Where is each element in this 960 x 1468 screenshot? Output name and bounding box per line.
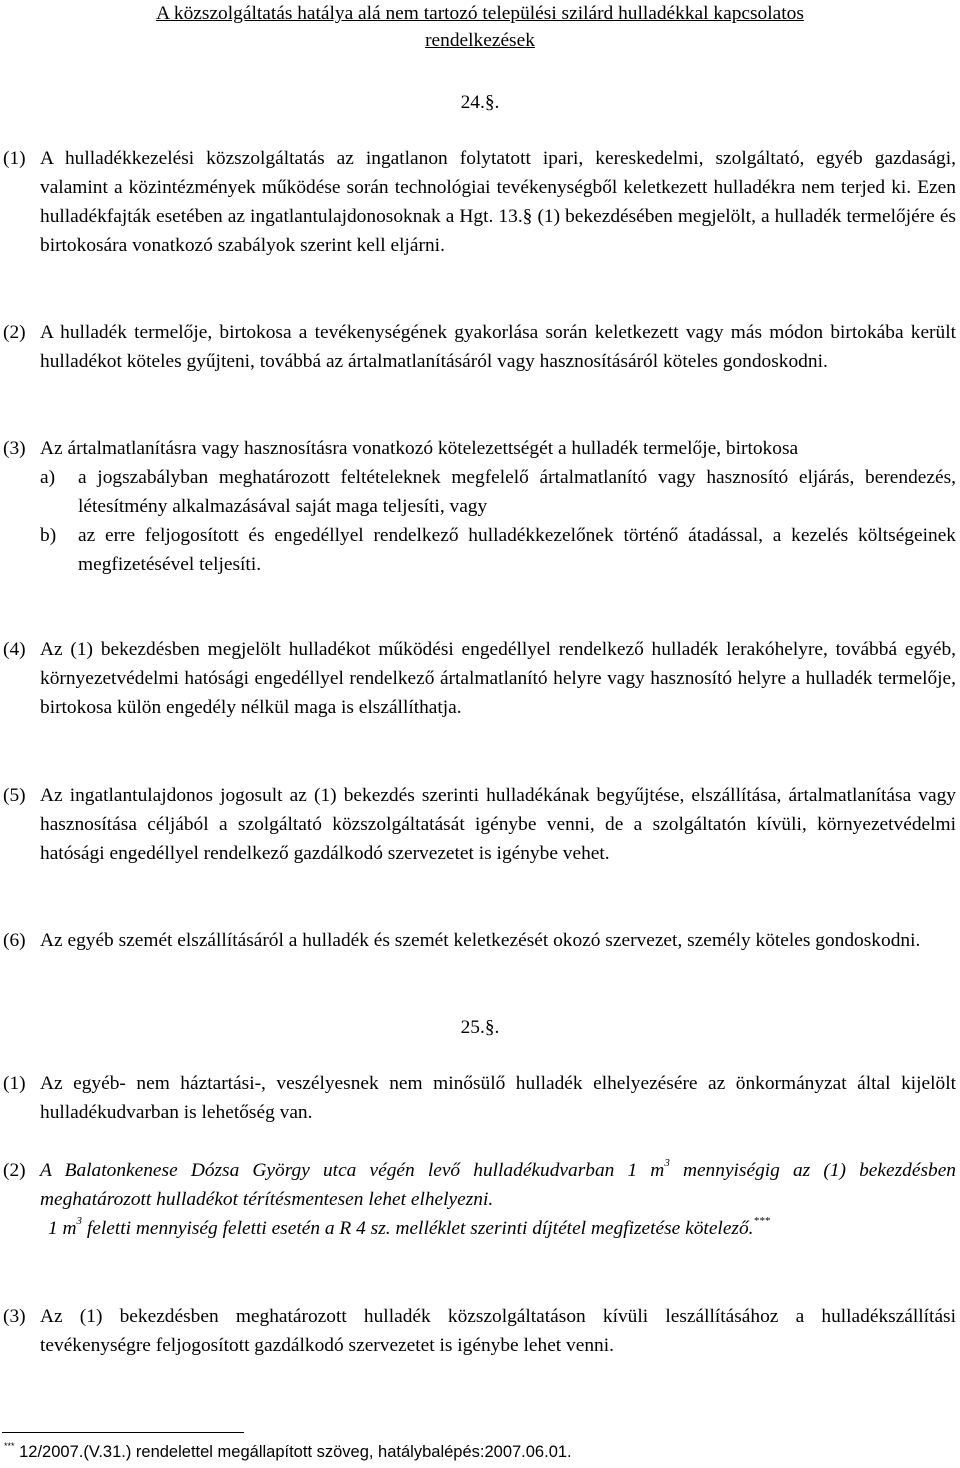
heading-line-2: rendelkezések [425, 30, 535, 51]
paragraph-text-italic-2 [40, 1214, 956, 1243]
paragraph-text: (1) bekezdésében megjelölt, a hulladék termelőjére és birtokosára vonatkozó szabályok szerint kell eljárni. [40, 206, 956, 256]
list-item-label: a) [40, 467, 56, 488]
paragraph-24-1 [3, 144, 956, 260]
italic-text: feletti mennyiség feletti esetén a R 4 sz. melléklet szerinti díjtétel megfizetése kötelező. [82, 1218, 754, 1239]
italic-text: mennyiségig az (1) bekezdésben meghatározott hulladékot térítésmentesen lehet elhelyezni. [40, 1160, 957, 1210]
document-heading [40, 0, 920, 54]
footnote-text: 12/2007.(V.31.) rendelettel megállapított szöveg, hatálybalépés:2007.06.01. [14, 1443, 572, 1461]
paragraph-24-3 [3, 434, 956, 579]
footnote-separator [2, 1432, 244, 1433]
superscript-3: 3 [76, 1215, 83, 1228]
list-item-b [40, 521, 956, 579]
paragraph-24-4 [3, 635, 956, 722]
paragraph-text: A hulladék termelője, birtokosa a tevékenységének gyakorlása során keletkezett vagy más módon birtokába került hulladékot köteles gyűjteni, továbbá az ártalmatlanításáról vagy hasznosításáról köteles gondoskodni. [40, 322, 956, 372]
list-item-a [40, 463, 956, 521]
section-sign: § [522, 206, 533, 227]
heading-line-1: A közszolgáltatás hatálya alá nem tartozó települési szilárd hulladékkal kapcsolatos [156, 3, 804, 24]
paragraph-number: (5) [3, 785, 26, 806]
paragraph-number: (3) [3, 1306, 26, 1327]
footnote-reference[interactable]: *** [753, 1215, 771, 1228]
italic-text: 1 m [48, 1218, 77, 1239]
paragraph-number: (6) [3, 930, 26, 951]
paragraph-text: Az (1) bekezdésben meghatározott hulladék közszolgáltatáson kívüli leszállításához a hulladékszállítási tevékenységre feljogosított gazdálkodó szervezetet is igénybe lehet venni. [40, 1306, 956, 1356]
paragraph-text: Az egyéb szemét elszállításáról a hulladék és szemét keletkezését okozó szervezet, személy köteles gondoskodni. [40, 930, 921, 951]
paragraph-text: Az ártalmatlanításra vagy hasznosításra vonatkozó kötelezettségét a hulladék termelője, birtokosa [40, 438, 799, 459]
paragraph-number: (4) [3, 639, 26, 660]
paragraph-text: Az ingatlantulajdonos jogosult az (1) bekezdés szerinti hulladékának begyűjtése, elszállítása, ártalmatlanítása vagy hasznosítása céljából a szolgáltató közszolgáltatását igénybe venni, de a szolgáltatón kívüli, környezetvédelmi hatósági engedéllyel rendelkező gazdálkodó szervezetet is igénybe vehet. [40, 785, 956, 864]
footnote-mark: *** [4, 1440, 15, 1451]
paragraph-text: Az egyéb- nem háztartási-, veszélyesnek nem minősülő hulladék elhelyezésére az önkormányzat által kijelölt hulladékudvarban is lehetőség van. [40, 1073, 956, 1123]
paragraph-24-5 [3, 781, 956, 868]
paragraph-25-3 [3, 1302, 956, 1360]
paragraph-number: (2) [3, 322, 26, 343]
paragraph-number: (3) [3, 438, 26, 459]
list-item-label: b) [40, 525, 57, 546]
paragraph-text-italic [40, 1156, 956, 1214]
paragraph-text: A hulladékkezelési közszolgáltatás az ingatlanon folytatott ipari, kereskedelmi, szolgáltató, egyéb gazdasági, valamint a közintézmények működése során technológiai tevékenységből keletkezett hulladékra nem terjed ki. Ezen hulladékfajták esetében az ingatlantulajdonosoknak a Hgt. 13. [40, 148, 956, 227]
superscript-3: 3 [664, 1157, 670, 1170]
paragraph-25-1 [3, 1069, 956, 1127]
list-item-text: a jogszabályban meghatározott feltételeknek megfelelő ártalmatlanító vagy hasznosító eljárás, berendezés, létesítmény alkalmazásával saját maga teljesíti, vagy [78, 467, 956, 517]
paragraph-number: (1) [3, 148, 26, 169]
list-item-text: az erre feljogosított és engedéllyel rendelkező hulladékkezelőnek történő átadással, a kezelés költségeinek megfizetésével teljesíti. [78, 525, 956, 575]
paragraph-24-2 [3, 318, 956, 376]
paragraph-24-6 [3, 926, 956, 955]
paragraph-text: Az (1) bekezdésben megjelölt hulladékot működési engedéllyel rendelkező hulladék lerakóhelyre, továbbá egyéb, környezetvédelmi hatósági engedéllyel rendelkező ártalmatlanító helyre vagy hasznosító helyre a hulladék termelője, birtokosa külön engedély nélkül maga is elszállíthatja. [40, 639, 956, 718]
paragraph-25-2 [3, 1156, 957, 1243]
footnote [4, 1441, 572, 1463]
italic-text: A Balatonkenese Dózsa György utca végén levő hulladékudvarban 1 m [40, 1160, 665, 1181]
paragraph-number: (2) [3, 1160, 26, 1181]
section-number-24: 24.§. [460, 92, 500, 113]
paragraph-number: (1) [3, 1073, 26, 1094]
section-number-25: 25.§. [460, 1017, 500, 1038]
